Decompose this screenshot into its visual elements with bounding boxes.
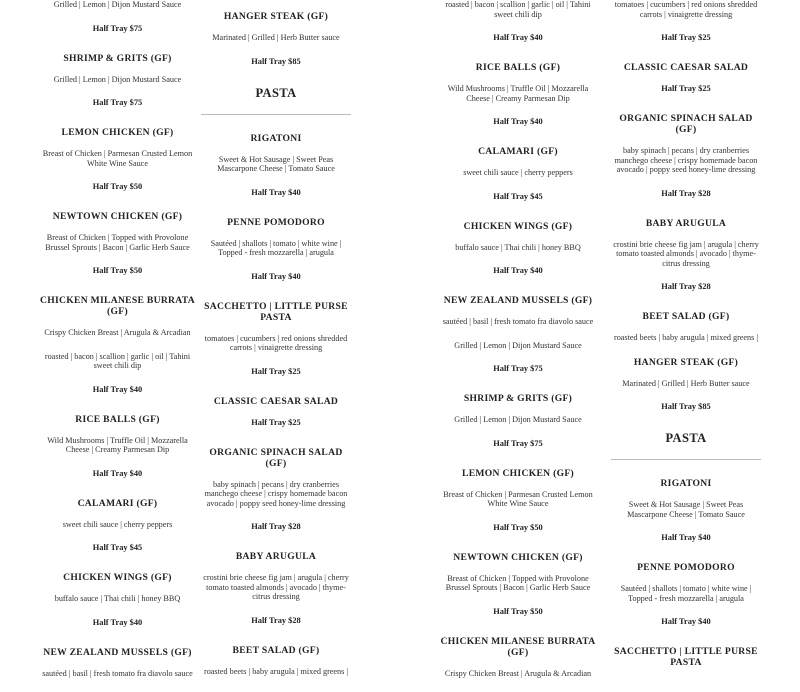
menu-item-description: roasted beets | baby arugula | mixed greens | [613, 333, 759, 342]
menu-item-description: tomatoes | cucumbers | red onions shredded carrots | vinaigrette dressing [204, 333, 348, 352]
menu-item [35, 0, 200, 34]
menu-item [437, 146, 599, 202]
menu-item-price: Half Tray $40 [493, 33, 543, 42]
menu-item-title: RIGATONI [660, 478, 712, 489]
menu-item-description: sautéed | basil | fresh tomato fra diavolo sauce [442, 317, 594, 326]
menu-item-description: baby spinach | pecans | dry cranberries manchego cheese | crispy homemade bacon avocado | poppy seed honey-lime dressing [204, 479, 348, 508]
menu-item [201, 133, 351, 198]
menu-item-title: CHICKEN MILANESE BURRATA (GF) [39, 295, 196, 317]
menu-item-description: Grilled | Lemon | Dijon Mustard Sauce [53, 74, 182, 84]
menu-item-description: roasted | bacon | scallion | garlic | oil | Tahini sweet chili dip [445, 0, 591, 19]
menu-item-title: CALAMARI (GF) [478, 146, 558, 157]
menu-item-description: crostini brie cheese fig jam | arugula | cherry tomato toasted almonds | avocado | thyme-citrus dressing [203, 573, 349, 601]
menu-item-description: Marinated | Grilled | Herb Butter sauce [622, 378, 750, 388]
menu-item-description: Breast of Chicken | Topped with Provolone Brussel Sprouts | Bacon | Garlic Herb Sauce [445, 573, 591, 592]
menu-item-description: baby spinach | pecans | dry cranberries manchego cheese | crispy homemade bacon avocado | poppy seed honey-lime dressing [614, 146, 758, 174]
menu-item-description: buffalo sauce | Thai chili | honey BBQ [455, 242, 581, 252]
menu-item [611, 562, 761, 627]
menu-item-price: Half Tray $75 [92, 98, 143, 107]
menu-item [611, 646, 761, 668]
menu-item-price: Half Tray $40 [92, 384, 143, 394]
menu-item [35, 53, 200, 109]
menu-item-title: ORGANIC SPINACH SALAD (GF) [619, 113, 753, 135]
menu-column-1 [35, 0, 200, 692]
menu-column-3 [437, 0, 599, 692]
menu-item-price: Half Tray $75 [493, 438, 543, 448]
menu-item-title: PENNE POMODORO [227, 216, 325, 228]
section-divider [201, 114, 351, 115]
menu-item-price: Half Tray $25 [251, 366, 301, 376]
menu-item-title: BABY ARUGULA [645, 217, 727, 229]
menu-item-title: CHICKEN WINGS (GF) [63, 572, 172, 583]
menu-column-2 [201, 11, 351, 690]
menu-item [437, 636, 599, 679]
menu-item [201, 301, 351, 377]
section-divider [611, 459, 761, 460]
menu-item-description: Crispy Chicken Breast | Arugula & Arcadian [44, 328, 191, 337]
menu-item [35, 352, 200, 395]
menu-item-price: Half Tray $75 [493, 364, 543, 373]
section-title: PASTA [255, 85, 297, 100]
menu-item-title: RICE BALLS (GF) [475, 62, 561, 73]
menu-item [611, 478, 761, 543]
menu-item-price: Half Tray $28 [251, 615, 301, 625]
menu-item-title: ORGANIC SPINACH SALAD (GF) [209, 446, 343, 469]
menu-item [611, 218, 761, 293]
menu-item-description: buffalo sauce | Thai chili | honey BBQ [54, 594, 181, 603]
menu-item-price: Half Tray $45 [493, 191, 543, 201]
menu-item [201, 645, 351, 677]
menu-item [201, 11, 351, 67]
menu-item-price: Half Tray $40 [661, 617, 711, 626]
menu-item [201, 396, 351, 428]
menu-item-price: Half Tray $85 [661, 402, 711, 411]
menu-item-price: Half Tray $45 [92, 543, 143, 552]
menu-item-price: Half Tray $25 [251, 417, 301, 427]
menu-item [35, 414, 200, 479]
menu-item [201, 217, 351, 282]
menu-item-description: Wild Mushrooms | Truffle Oil | Mozzarella Cheese | Creamy Parmesan Dip [447, 84, 589, 103]
menu-item-title: NEW ZEALAND MUSSELS (GF) [443, 295, 593, 306]
menu-item-title: CHICKEN MILANESE BURRATA (GF) [440, 635, 596, 658]
menu-item [437, 0, 599, 43]
menu-item [35, 572, 200, 628]
menu-item [437, 221, 599, 277]
menu-item-price: Half Tray $28 [661, 188, 711, 198]
menu-item-title: LEMON CHICKEN (GF) [462, 467, 574, 479]
menu-item [437, 393, 599, 449]
menu-item-description: Wild Mushrooms | Truffle Oil | Mozzarella Cheese | Creamy Parmesan Dip [47, 435, 188, 454]
menu-item-title: CHICKEN WINGS (GF) [463, 220, 573, 232]
menu-item-price: Half Tray $50 [493, 606, 543, 616]
menu-item-description: roasted | bacon | scallion | garlic | oil | Tahini sweet chili dip [44, 351, 191, 370]
menu-item-description: crostini brie cheese fig jam | arugula | cherry tomato toasted almonds | avocado | thyme-citrus dressing [613, 239, 759, 268]
menu-item-description: sweet chili sauce | cherry peppers [463, 168, 573, 177]
menu-item-title: SHRIMP & GRITS (GF) [63, 52, 172, 64]
menu-item-title: BEET SALAD (GF) [642, 311, 730, 322]
menu-item [35, 647, 200, 679]
menu-item [611, 62, 761, 94]
menu-item-price: Half Tray $40 [92, 468, 143, 478]
menu-item-title: BABY ARUGULA [235, 551, 317, 562]
menu-item-title: HANGER STEAK (GF) [633, 356, 739, 368]
menu-item [437, 552, 599, 617]
menu-item-price: Half Tray $40 [251, 187, 301, 197]
menu-item-title: LEMON CHICKEN (GF) [61, 127, 174, 138]
menu-item-price: Half Tray $28 [661, 282, 711, 291]
menu-item-title: RIGATONI [250, 132, 302, 144]
menu-item-price: Half Tray $50 [92, 182, 143, 191]
menu-item [611, 113, 761, 199]
menu-item [201, 551, 351, 626]
menu-item-description: Sautéed | shallots | tomato | white wine | Topped - fresh mozzarella | arugula [620, 584, 752, 603]
menu-item [35, 295, 200, 338]
menu-item [35, 211, 200, 276]
menu-item-description: Breast of Chicken | Parmesan Crusted Lemon White Wine Sauce [443, 489, 593, 508]
menu-item-title: CLASSIC CAESAR SALAD [623, 62, 749, 73]
menu-item-price: Half Tray $28 [251, 522, 301, 531]
menu-item-price: Half Tray $50 [493, 522, 543, 532]
menu-item-title: HANGER STEAK (GF) [223, 11, 329, 22]
section-header [201, 86, 351, 115]
menu-item [611, 357, 761, 413]
menu-item-description: sautéed | basil | fresh tomato fra diavolo sauce [42, 668, 193, 678]
menu-item [201, 447, 351, 533]
menu-item [437, 295, 599, 327]
menu-item-description: Sautéed | shallots | tomato | white wine | Topped - fresh mozzarella | arugula [210, 238, 342, 257]
section-title: PASTA [665, 431, 707, 445]
section-header [611, 431, 761, 460]
menu-item-description: Marinated | Grilled | Herb Butter sauce [212, 33, 340, 42]
menu-item-description: roasted beets | baby arugula | mixed greens | [203, 666, 349, 676]
menu-item-title: CLASSIC CAESAR SALAD [213, 395, 339, 407]
menu-item-description: Breast of Chicken | Topped with Provolone Brussel Sprouts | Bacon | Garlic Herb Sauce [45, 233, 190, 252]
menu-item-description: sweet chili sauce | cherry peppers [62, 519, 173, 529]
menu-item-title: NEWTOWN CHICKEN (GF) [453, 551, 583, 563]
menu-column-4 [611, 0, 761, 679]
menu-item-price: Half Tray $75 [92, 23, 143, 33]
menu-item [611, 311, 761, 343]
menu-item-title: NEW ZEALAND MUSSELS (GF) [43, 646, 192, 658]
menu-item [437, 341, 599, 375]
menu-item-description: Grilled | Lemon | Dijon Mustard Sauce [454, 415, 582, 424]
menu-item-description: Crispy Chicken Breast | Arugula & Arcadian [444, 668, 592, 678]
menu-item-description: Breast of Chicken | Parmesan Crusted Lemon White Wine Sauce [42, 149, 193, 168]
menu-item-price: Half Tray $25 [661, 84, 711, 93]
menu-item-price: Half Tray $40 [251, 271, 301, 281]
menu-item-title: SACCHETTO | LITTLE PURSE PASTA [204, 300, 348, 323]
menu-item-price: Half Tray $40 [92, 617, 143, 627]
menu-item-title: NEWTOWN CHICKEN (GF) [52, 211, 183, 222]
menu-item [35, 498, 200, 554]
menu-item [611, 0, 761, 43]
menu-item-price: Half Tray $50 [92, 266, 143, 275]
menu-item-description: Grilled | Lemon | Dijon Mustard Sauce [454, 340, 582, 350]
menu-item-price: Half Tray $85 [251, 56, 301, 66]
menu-item-description: Grilled | Lemon | Dijon Mustard Sauce [53, 0, 182, 9]
menu-item-description: Sweet & Hot Sausage | Sweet Peas Mascarpone Cheese | Tomato Sauce [217, 154, 335, 173]
menu-item-description: tomatoes | cucumbers | red onions shredded carrots | vinaigrette dressing [614, 0, 758, 19]
menu-item-title: CALAMARI (GF) [77, 497, 158, 509]
menu-item-title: PENNE POMODORO [637, 562, 735, 573]
menu-item [437, 468, 599, 533]
menu-item-title: SACCHETTO | LITTLE PURSE PASTA [614, 646, 758, 668]
menu-item-title: BEET SALAD (GF) [232, 644, 320, 656]
menu-item-price: Half Tray $40 [493, 266, 543, 275]
menu-item-price: Half Tray $40 [661, 533, 711, 542]
menu-item-price: Half Tray $25 [661, 33, 711, 42]
menu-item [35, 127, 200, 192]
menu-item-title: RICE BALLS (GF) [75, 413, 160, 425]
menu-item [437, 62, 599, 127]
menu-item-title: SHRIMP & GRITS (GF) [463, 393, 573, 404]
menu-item-description: Sweet & Hot Sausage | Sweet Peas Mascarpone Cheese | Tomato Sauce [627, 500, 745, 519]
menu-item-price: Half Tray $40 [493, 117, 543, 126]
